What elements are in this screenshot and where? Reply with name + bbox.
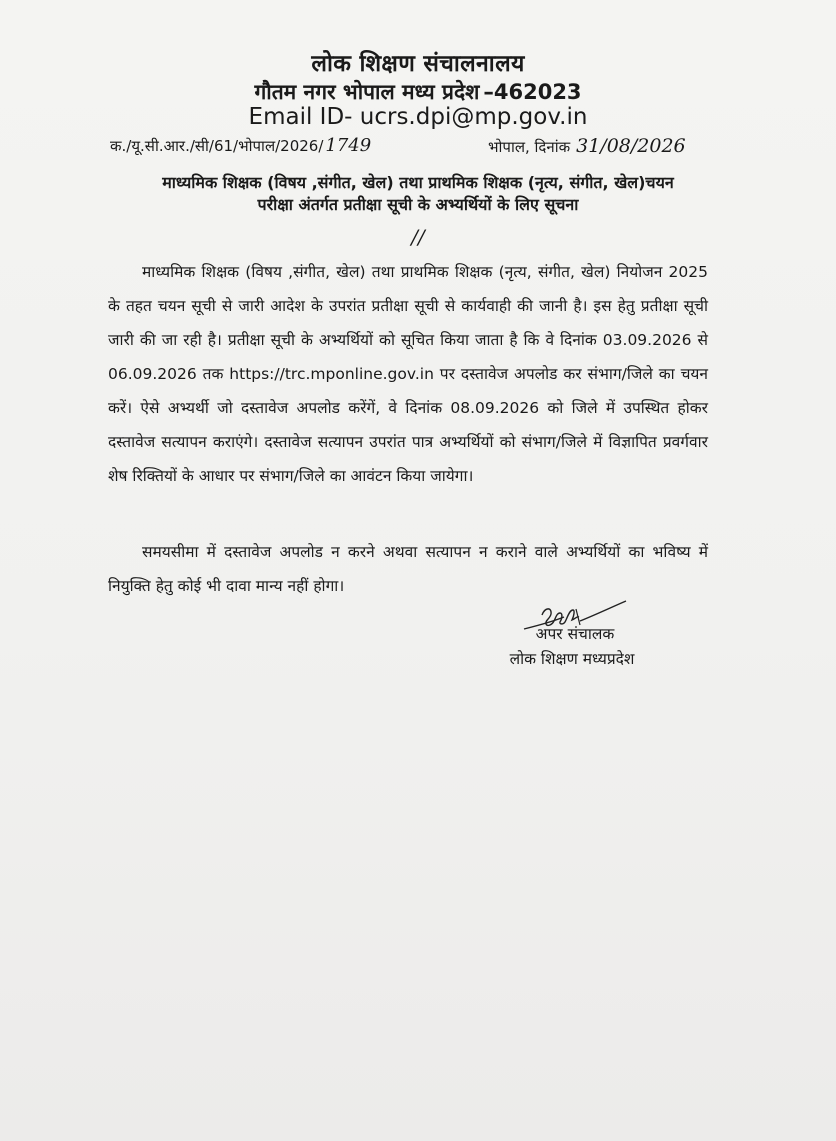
office-name: लोक शिक्षण संचालनालय <box>311 51 525 77</box>
subject-line-1: माध्यमिक शिक्षक (विषय ,संगीत, खेल) तथा प्राथमिक शिक्षक (नृत्य, संगीत, खेल)चयन <box>162 173 674 192</box>
reference-row <box>110 133 720 161</box>
signatory-office: लोक शिक्षण मध्यप्रदेश <box>509 650 635 668</box>
email-line: Email ID- ucrs.dpi@mp.gov.in <box>248 104 588 130</box>
place-date-label: भोपाल, दिनांक <box>488 138 571 156</box>
body-paragraph-1: माध्यमिक शिक्षक (विषय ,संगीत, खेल) तथा प्राथमिक शिक्षक (नृत्य, संगीत, खेल) नियोजन 2025 के तहत चयन सूची से जारी आदेश के उपरांत प्रतीक्षा सूची से कार्यवाही की जानी है। इस हेतु प्रतीक्षा सूची जारी की जा रही है। प्रतीक्षा सूची के अभ्यर्थियों को सूचित किया जाता है कि वे दिनांक 03.09.2026 से 06.09.2026 तक https://trc.mponline.gov.in पर दस्तावेज अपलोड कर संभाग/जिले का चयन करें। ऐसे अभ्यर्थी जो दस्तावेज अपलोड करेंगें, वे दिनांक 08.09.2026 को जिले में उपस्थित होकर दस्तावेज सत्यापन कराएंगे। दस्तावेज सत्यापन उपरांत पात्र अभ्यर्थियों को संभाग/जिले में विज्ञापित प्रवर्गवार शेष रिक्तियों के आधार पर संभाग/जिले का आवंटन किया जायेगा। <box>108 263 708 485</box>
body-paragraph-2: समयसीमा में दस्तावेज अपलोड न करने अथवा सत्यापन न कराने वाले अभ्यर्थियों का भविष्य में नियुक्ति हेतु कोई भी दावा मान्य नहीं होगा। <box>108 543 708 595</box>
pincode: –462023 <box>483 80 582 104</box>
office-address <box>0 78 836 106</box>
subject <box>0 172 836 216</box>
reference-printed: क./यू.सी.आर./सी/61/भोपाल/2026/ <box>110 137 324 155</box>
place-date <box>488 135 686 157</box>
separator: // <box>411 225 425 249</box>
signatory-designation: अपर संचालक <box>535 625 615 643</box>
date-handwritten: 31/08/2026 <box>576 135 686 157</box>
reference-handwritten: 1749 <box>325 135 372 156</box>
address-text: गौतम नगर भोपाल मध्य प्रदेश <box>254 80 480 104</box>
subject-line-2: परीक्षा अंतर्गत प्रतीक्षा सूची के अभ्यर्थियों के लिए सूचना <box>257 195 579 214</box>
reference-number <box>110 135 371 156</box>
